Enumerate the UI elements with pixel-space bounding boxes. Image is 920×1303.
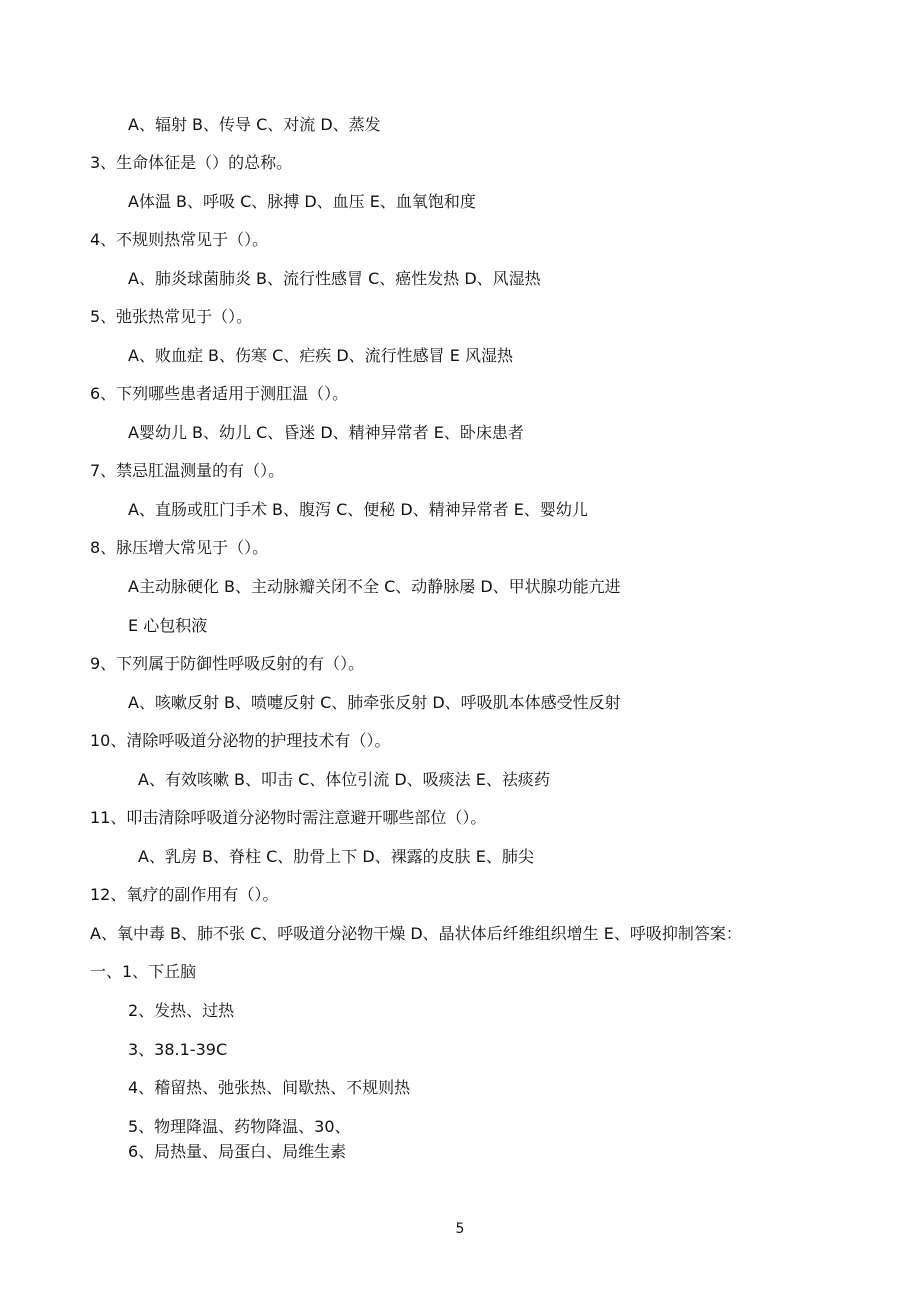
question-5: 5、弛张热常见于（）。	[90, 307, 253, 326]
question-3: 3、生命体征是（）的总称。	[90, 153, 293, 172]
question-4: 4、不规则热常见于（）。	[90, 230, 269, 249]
q11-options: A、乳房 B、脊柱 C、肋骨上下 D、裸露的皮肤 E、肺尖	[138, 847, 534, 866]
q10-options: A、有效咳嗽 B、叩击 C、体位引流 D、吸痰法 E、祛痰药	[138, 770, 550, 789]
answer-item-3: 3、38.1-39C	[128, 1040, 228, 1059]
q2-options: A、辐射 B、传导 C、对流 D、蒸发	[128, 115, 381, 134]
q12-options-and-answer-heading: A、氧中毒 B、肺不张 C、呼吸道分泌物干燥 D、晶状体后纤维组织增生 E、呼吸抑制答案：	[90, 924, 742, 943]
answer-section-1-item-1: 一、1、下丘脑	[90, 962, 197, 981]
q5-options: A、败血症 B、伤寒 C、疟疾 D、流行性感冒 E 风湿热	[128, 346, 513, 365]
question-6: 6、下列哪些患者适用于测肛温（）。	[90, 384, 349, 403]
q3-options: A体温 B、呼吸 C、脉搏 D、血压 E、血氧饱和度	[128, 192, 476, 211]
page-number: 5	[455, 1221, 465, 1237]
q4-options: A、肺炎球菌肺炎 B、流行性感冒 C、癌性发热 D、风湿热	[128, 269, 541, 288]
answer-item-4: 4、稽留热、弛张热、间歇热、不规则热	[128, 1078, 411, 1097]
q9-options: A、咳嗽反射 B、喷嚏反射 C、肺牵张反射 D、呼吸肌本体感受性反射	[128, 693, 621, 712]
q8-options: A主动脉硬化 B、主动脉瓣关闭不全 C、动静脉屡 D、甲状腺功能亢进	[128, 577, 621, 596]
q6-options: A婴幼儿 B、幼儿 C、昏迷 D、精神异常者 E、卧床患者	[128, 423, 524, 442]
question-9: 9、下列属于防御性呼吸反射的有（）。	[90, 654, 365, 673]
question-11: 11、叩击清除呼吸道分泌物时需注意避开哪些部位（）。	[90, 808, 487, 827]
question-12: 12、氧疗的副作用有（）。	[90, 885, 279, 904]
question-8: 8、脉压增大常见于（）。	[90, 538, 269, 557]
q7-options: A、直肠或肛门手术 B、腹泻 C、便秘 D、精神异常者 E、婴幼儿	[128, 500, 588, 519]
answer-item-5: 5、物理降温、药物降温、30、	[128, 1117, 351, 1136]
question-7: 7、禁忌肛温测量的有（）。	[90, 461, 285, 480]
answer-item-6: 6、局热量、局蛋白、局维生素	[128, 1142, 347, 1161]
q8-options-continued: E 心包积液	[128, 616, 208, 635]
answer-item-2: 2、发热、过热	[128, 1001, 235, 1020]
question-10: 10、清除呼吸道分泌物的护理技术有（）。	[90, 731, 391, 750]
